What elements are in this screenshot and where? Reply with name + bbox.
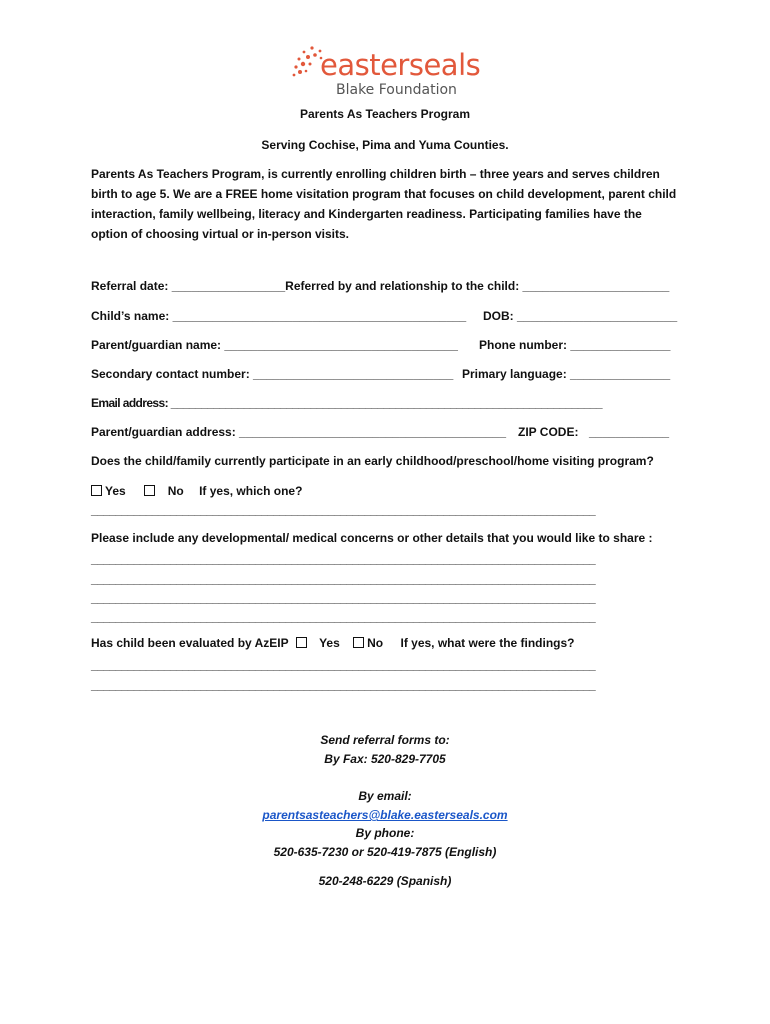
program-title: Parents As Teachers Program xyxy=(299,107,471,121)
intro-paragraph: Parents As Teachers Program, is currently enrolling children birth – three years and serves children birth to age 5. We are a FREE home visitation program that focuses on child development, parent child interaction, family wellbeing, literacy and Kindergarten readiness. Participating families have the option of choosing virtual or in-person visits. xyxy=(91,167,677,241)
no-label: No xyxy=(167,484,184,498)
zip-code-field[interactable]: ____________ xyxy=(589,425,670,439)
concerns-line-2[interactable]: ___________________________________________________________________________________ xyxy=(91,572,596,586)
azeip-no-label: No xyxy=(367,636,384,650)
azeip-yes-label: Yes xyxy=(319,636,340,650)
email-address-field[interactable]: Email address: _______________________________________________________________________ xyxy=(91,396,602,410)
no-checkbox[interactable] xyxy=(144,485,155,496)
serving-counties: Serving Cochise, Pima and Yuma Counties. xyxy=(261,138,509,152)
dob-field[interactable]: DOB: ________________________ xyxy=(483,309,678,323)
zip-code-label: ZIP CODE: xyxy=(518,425,579,439)
phone-spanish: 520-248-6229 (Spanish) xyxy=(318,874,452,888)
primary-language-field[interactable]: Primary language: _______________ xyxy=(462,367,671,381)
referral-date-field[interactable]: Referral date: _________________ xyxy=(91,279,286,293)
fax-number: By Fax: 520-829-7705 xyxy=(324,752,446,766)
yes-checkbox[interactable] xyxy=(91,485,102,496)
email-link[interactable]: parentsasteachers@blake.easterseals.com xyxy=(262,808,508,822)
findings-label: If yes, what were the findings? xyxy=(400,636,575,650)
email-link-row xyxy=(0,808,770,822)
logo-name: easterseals xyxy=(320,48,481,82)
azeip-question: Has child been evaluated by AzEIP xyxy=(91,636,289,650)
program-question: Does the child/family currently participate in an early childhood/preschool/home visiting program? xyxy=(91,454,654,468)
phone-english: 520-635-7230 or 520-419-7875 (English) xyxy=(273,845,497,859)
by-phone-label: By phone: xyxy=(355,826,415,840)
easterseals-logo xyxy=(290,44,490,104)
send-referral-heading: Send referral forms to: xyxy=(320,733,450,747)
azeip-yes-checkbox[interactable] xyxy=(296,637,307,648)
program-answer-line[interactable]: ___________________________________________________________________________________ xyxy=(91,503,596,517)
azeip-row xyxy=(91,636,575,650)
concerns-line-3[interactable]: ___________________________________________________________________________________ xyxy=(91,591,596,605)
concerns-line-4[interactable]: ___________________________________________________________________________________ xyxy=(91,610,596,624)
guardian-name-field[interactable]: Parent/guardian name: ___________________________________ xyxy=(91,338,458,352)
azeip-no-checkbox[interactable] xyxy=(353,637,364,648)
referral-row xyxy=(91,279,669,293)
referred-by-field[interactable]: Referred by and relationship to the child: ______________________ xyxy=(285,279,670,293)
concerns-line-1[interactable]: ___________________________________________________________________________________ xyxy=(91,552,596,566)
findings-line-2[interactable]: ___________________________________________________________________________________ xyxy=(91,678,596,692)
guardian-address-field[interactable]: Parent/guardian address: ________________________________________ xyxy=(91,425,506,439)
logo-subtitle: Blake Foundation xyxy=(336,82,457,98)
secondary-contact-field[interactable]: Secondary contact number: ______________________________ xyxy=(91,367,454,381)
childs-name-field[interactable]: Child’s name: ____________________________________________ xyxy=(91,309,467,323)
yes-label: Yes xyxy=(105,484,126,498)
concerns-question: Please include any developmental/ medical concerns or other details that you would like to share : xyxy=(91,531,653,545)
program-answer-row xyxy=(91,484,302,498)
findings-line-1[interactable]: ___________________________________________________________________________________ xyxy=(91,658,596,672)
by-email-label: By email: xyxy=(358,789,412,803)
phone-number-field[interactable]: Phone number: _______________ xyxy=(479,338,671,352)
if-yes-label: If yes, which one? xyxy=(199,484,303,498)
